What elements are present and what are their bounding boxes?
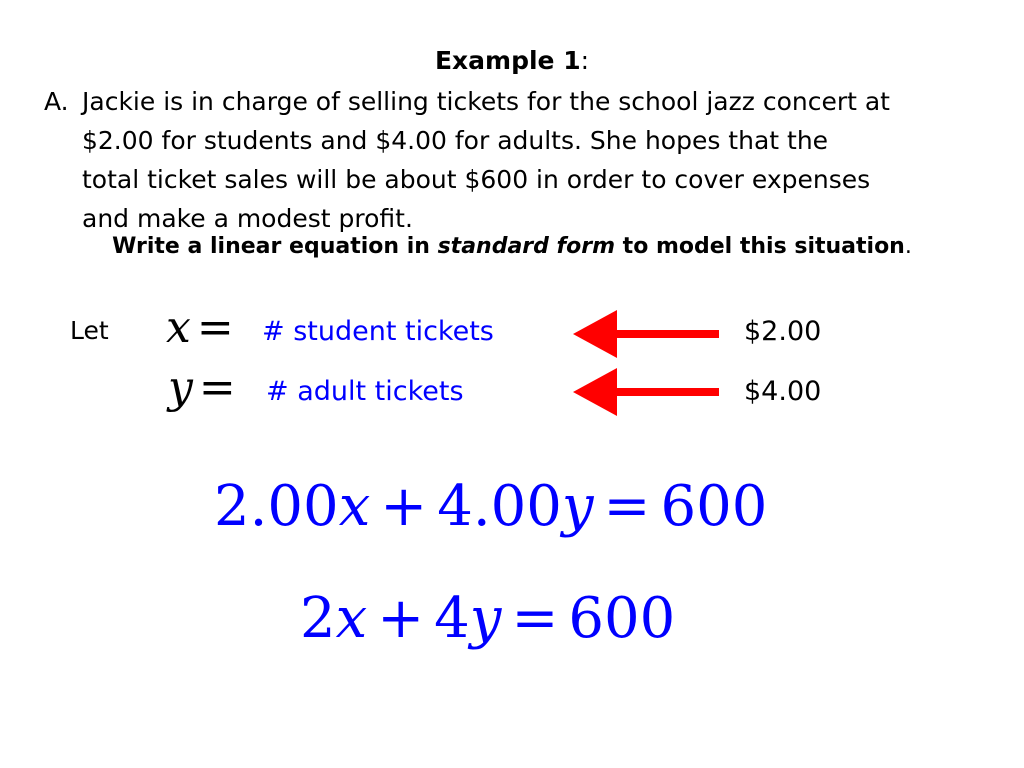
- y-arrow-icon: [573, 366, 723, 418]
- instruction-suffix: to model this situation: [615, 234, 905, 259]
- eq2-plus: +: [377, 586, 425, 651]
- y-equals-sign: =: [198, 362, 236, 413]
- x-arrow-icon: [573, 308, 723, 360]
- eq2-y: y: [469, 586, 502, 651]
- problem-line-2: $2.00 for students and $4.00 for adults. She hopes that the: [82, 126, 829, 155]
- equation-1: [214, 474, 767, 539]
- problem-line-1: Jackie is in charge of selling tickets for the school jazz concert at: [82, 87, 890, 116]
- x-equals-sign: =: [196, 302, 234, 353]
- problem-line-4: and make a modest profit.: [82, 204, 413, 233]
- x-definition-lhs: [166, 302, 234, 353]
- list-marker: A.: [44, 87, 69, 116]
- eq2-coef-a: 2: [300, 586, 336, 651]
- instruction: [0, 231, 1024, 263]
- eq2-coef-b: 4: [434, 586, 470, 651]
- x-arrow-head: [573, 310, 617, 358]
- y-definition-lhs: [168, 362, 236, 413]
- y-price: $4.00: [744, 376, 822, 407]
- eq1-coef-a: 2.00: [214, 474, 339, 539]
- instruction-period: .: [904, 234, 912, 259]
- eq1-equals: =: [603, 474, 651, 539]
- eq2-equals: =: [511, 586, 559, 651]
- eq1-coef-b: 4.00: [437, 474, 562, 539]
- eq2-x: x: [335, 586, 368, 651]
- slide-title: [0, 44, 1024, 78]
- problem-line-3: total ticket sales will be about $600 in order to cover expenses: [82, 165, 871, 194]
- y-arrow-head: [573, 368, 617, 416]
- instruction-emphasis: standard form: [437, 234, 616, 259]
- x-meaning: # student tickets: [262, 316, 494, 347]
- x-price: $2.00: [744, 316, 822, 347]
- eq2-constant: 600: [568, 586, 676, 651]
- eq1-plus: +: [380, 474, 428, 539]
- let-label: Let: [70, 316, 109, 345]
- equation-2: [300, 586, 675, 651]
- instruction-prefix: Write a linear equation in: [112, 234, 438, 259]
- y-meaning: # adult tickets: [266, 376, 464, 407]
- y-arrow-shaft: [613, 388, 719, 396]
- x-arrow-shaft: [613, 330, 719, 338]
- title-text: Example 1: [434, 46, 581, 75]
- y-variable: y: [168, 362, 193, 413]
- x-variable: x: [166, 302, 191, 353]
- title-colon: :: [580, 46, 590, 75]
- eq1-y: y: [561, 474, 594, 539]
- eq1-x: x: [338, 474, 371, 539]
- eq1-constant: 600: [660, 474, 768, 539]
